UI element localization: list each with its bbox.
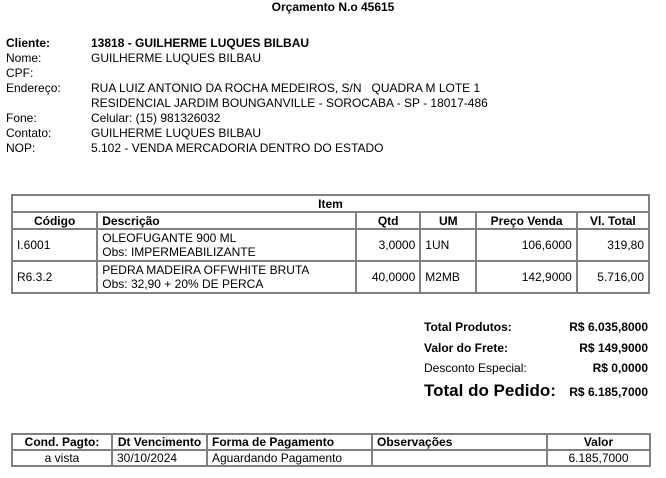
desconto-row	[424, 361, 648, 381]
info-value: Celular: (15) 981326032	[91, 111, 221, 125]
total-produtos-row	[424, 320, 648, 341]
info-row-nome	[6, 51, 488, 66]
items-table	[11, 194, 650, 294]
cell-um: M2MB	[420, 261, 476, 293]
cell-descricao	[97, 229, 356, 261]
info-row-endereco-2	[6, 96, 488, 111]
info-row-contato	[6, 126, 488, 141]
client-info	[6, 36, 488, 156]
frete-value: R$ 149,9000	[579, 341, 648, 355]
cell-codigo: I.6001	[12, 229, 97, 261]
info-row-fone	[6, 111, 488, 126]
total-produtos-label: Total Produtos:	[424, 320, 512, 334]
cell-total: 319,80	[577, 229, 649, 261]
cell-vencimento: 30/10/2024	[112, 450, 207, 466]
total-produtos-value: R$ 6.035,8000	[569, 320, 648, 334]
info-label: Contato:	[6, 126, 52, 140]
cell-preco: 106,6000	[476, 229, 576, 261]
info-value: RESIDENCIAL JARDIM BOUNGANVILLE - SOROCABA - SP - 18017-486	[91, 96, 488, 110]
total-pedido-row	[424, 381, 648, 405]
table-row	[12, 261, 649, 293]
cell-codigo: R6.3.2	[12, 261, 97, 293]
col-qtd: Qtd	[356, 212, 420, 229]
col-valor: Valor	[547, 434, 650, 450]
cell-qtd: 3,0000	[356, 229, 420, 261]
cell-qtd: 40,0000	[356, 261, 420, 293]
info-label: Fone:	[6, 111, 37, 125]
info-label: CPF:	[6, 66, 34, 80]
cell-forma: Aguardando Pagamento	[207, 450, 372, 466]
col-forma-pagamento: Forma de Pagamento	[207, 434, 372, 450]
item-description: OLEOFUGANTE 900 ML	[102, 231, 237, 245]
table-row	[12, 450, 650, 466]
cell-descricao	[97, 261, 356, 293]
col-total: Vl. Total	[577, 212, 649, 229]
cell-obs	[372, 450, 547, 466]
col-codigo: Código	[12, 212, 97, 229]
items-header-row	[12, 212, 649, 229]
items-caption: Item	[12, 195, 649, 212]
col-dt-vencimento: Dt Vencimento	[112, 434, 207, 450]
info-label: NOP:	[6, 141, 36, 155]
cell-total: 5.716,00	[577, 261, 649, 293]
cell-um: 1UN	[420, 229, 476, 261]
info-row-nop	[6, 141, 488, 156]
payment-header-row	[12, 434, 650, 450]
cell-cond: a vista	[12, 450, 112, 466]
totals-block	[424, 320, 648, 405]
info-label	[6, 96, 91, 111]
payment-table	[11, 433, 651, 467]
col-cond-pagto: Cond. Pagto:	[12, 434, 112, 450]
col-preco: Preço Venda	[476, 212, 576, 229]
info-label: Nome:	[6, 51, 42, 65]
item-obs: Obs: 32,90 + 20% DE PERCA	[102, 277, 264, 291]
frete-label: Valor do Frete:	[424, 341, 509, 355]
document-title: Orçamento N.o 45615	[271, 0, 395, 14]
desconto-value: R$ 0,0000	[592, 361, 648, 375]
info-label: Endereço:	[6, 81, 61, 95]
info-value: 13818 - GUILHERME LUQUES BILBAU	[91, 36, 310, 50]
total-pedido-label: Total do Pedido:	[424, 381, 556, 400]
total-pedido-value: R$ 6.185,7000	[569, 385, 648, 399]
item-description: PEDRA MADEIRA OFFWHITE BRUTA	[102, 263, 310, 277]
info-row-cpf	[6, 66, 488, 81]
cell-preco: 142,9000	[476, 261, 576, 293]
info-label: Cliente:	[6, 36, 51, 50]
frete-row	[424, 341, 648, 361]
table-row	[12, 229, 649, 261]
info-value: RUA LUIZ ANTONIO DA ROCHA MEDEIROS, S/N QUADRA M LOTE 1	[91, 81, 481, 95]
desconto-label: Desconto Especial:	[424, 361, 527, 375]
col-descricao: Descrição	[97, 212, 356, 229]
info-value: GUILHERME LUQUES BILBAU	[91, 126, 262, 140]
info-value: GUILHERME LUQUES BILBAU	[91, 51, 262, 65]
col-observacoes: Observações	[372, 434, 547, 450]
item-obs: Obs: IMPERMEABILIZANTE	[102, 245, 256, 259]
info-value: 5.102 - VENDA MERCADORIA DENTRO DO ESTADO	[91, 141, 384, 155]
cell-valor: 6.185,7000	[547, 450, 650, 466]
info-row-cliente	[6, 36, 488, 51]
info-row-endereco	[6, 81, 488, 96]
col-um: UM	[420, 212, 476, 229]
